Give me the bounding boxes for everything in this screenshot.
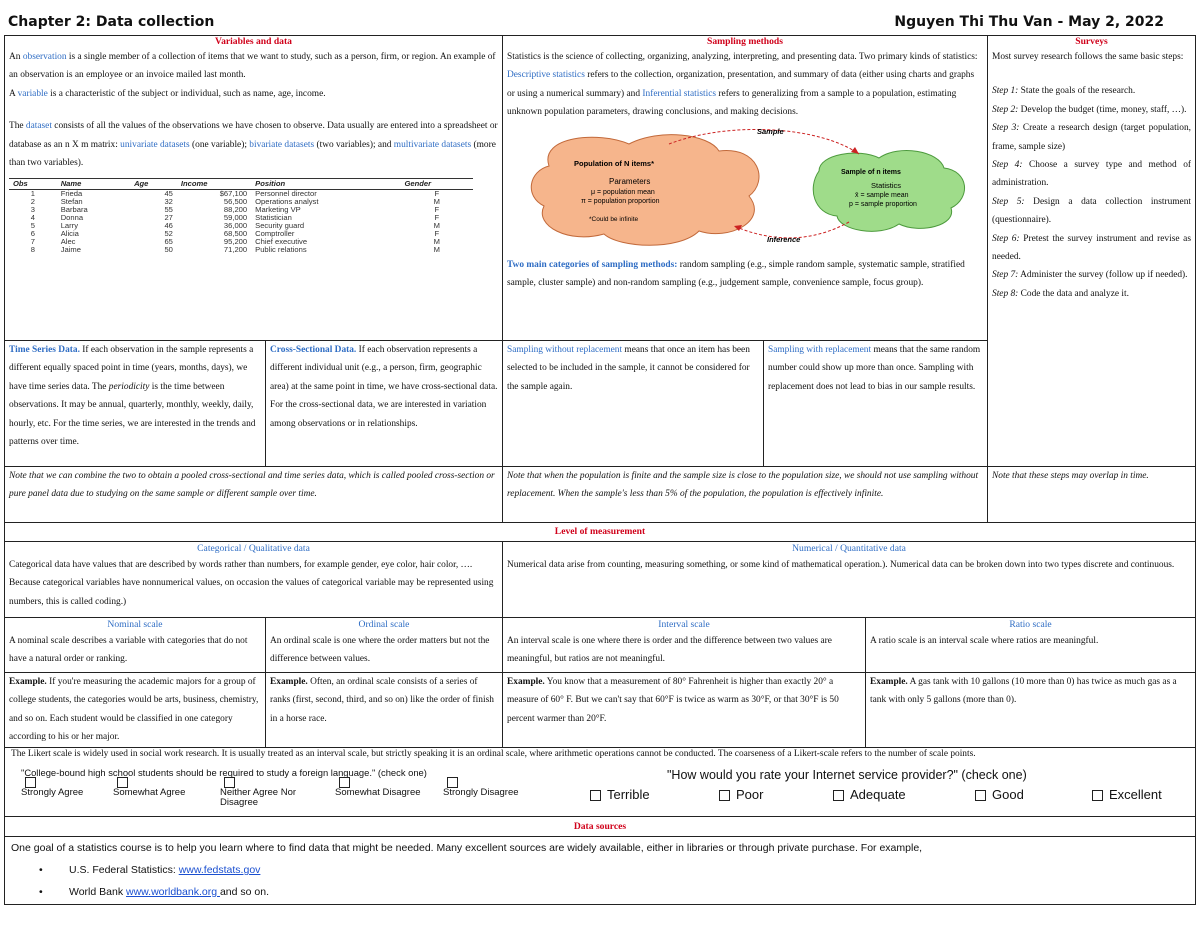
table-cell: 56,500 — [223, 197, 248, 207]
table-cell: 6 — [30, 229, 35, 239]
surveys-heading: Surveys — [1075, 36, 1108, 47]
author-date: Nguyen Thi Thu Van - May 2, 2022 — [894, 14, 1164, 30]
table-cell: 59,000 — [223, 213, 248, 223]
table-cell: M — [433, 237, 440, 247]
likert-question-1: "College-bound high school students should be required to study a foreign language." (check one) — [21, 767, 427, 778]
table-cell: 71,200 — [223, 245, 248, 255]
table-cell: Operations analyst — [255, 197, 319, 207]
sampling-section — [502, 35, 988, 341]
survey-steps — [992, 82, 1191, 303]
page-title: Chapter 2: Data collection — [8, 14, 215, 30]
likert-option-label: Somewhat Disagree — [335, 787, 421, 799]
table-cell: 27 — [164, 213, 173, 223]
table-cell: Barbara — [60, 205, 88, 215]
likert-option[interactable] — [335, 777, 430, 798]
likert-option[interactable] — [220, 777, 315, 808]
ordinal-cell — [265, 617, 503, 673]
likert-section — [4, 747, 1196, 817]
table-cell: Stefan — [60, 197, 83, 207]
table-cell: 36,000 — [223, 221, 248, 231]
table-cell: Chief executive — [255, 237, 308, 247]
column-header: Gender — [401, 179, 473, 190]
survey-step: Step 7: Administer the survey (follow up if needed). — [992, 270, 1188, 281]
without-replacement-cell: Sampling without replacement means that once an item has been selected to be included in the sample, it cannot be considered for the sample again. — [502, 340, 764, 467]
sampling-categories: Two main categories of sampling methods: random sampling (e.g., simple random sample, systematic sample, stratified sample, cluster sample) and non-random sampling (e.g., judgement sample, convenience sample, focus group). — [507, 259, 965, 289]
source-item-worldbank: • World Bank www.worldbank.org and so on. — [39, 886, 270, 898]
source-item-fedstats: • U.S. Federal Statistics: www.fedstats.gov — [39, 864, 261, 876]
ratio-definition: A ratio scale is an interval scale where ratios are meaningful. — [870, 636, 1099, 646]
surveys-intro: Most survey research follows the same basic steps: — [992, 52, 1184, 62]
rating-option-label: Terrible — [607, 787, 650, 802]
checkbox-icon[interactable] — [833, 790, 844, 801]
table-cell: 8 — [30, 245, 35, 255]
table-cell: 46 — [164, 221, 173, 231]
with-replacement-cell: Sampling with replacement means that the same random number could show up more than once. Sampling with replacement does not lead to bias in our sample results. — [763, 340, 988, 467]
table-cell: Donna — [60, 213, 84, 223]
checkbox-icon[interactable] — [1092, 790, 1103, 801]
nominal-example-cell: Example. If you're measuring the academic majors for a group of college students, the categories would be arts, business, chemistry, and so on. Each student would be classified in one category according to his or her major. — [4, 672, 266, 748]
table-cell: 45 — [164, 189, 173, 199]
survey-step: Step 2: Develop the budget (time, money, staff, …). — [992, 104, 1187, 115]
likert-option-label: Strongly Disagree — [443, 787, 519, 799]
data-sources-heading-row — [4, 816, 1196, 837]
numerical-text: Numerical data arise from counting, measuring something, or some kind of mathematical operation.). Numerical data can be broken down into two types discrete and continuous. — [507, 560, 1175, 570]
ratio-example-cell: Example. A gas tank with 10 gallons (10 more than 0) has twice as much gas as a tank with only 5 gallons (more than 0). — [865, 672, 1196, 748]
variable-definition: A variable is a characteristic of the subject or individual, such as name, age, income. — [9, 88, 326, 99]
table-cell: 7 — [30, 237, 35, 247]
table-cell: F — [434, 189, 440, 199]
table-cell: Public relations — [255, 245, 307, 255]
categorical-heading: Categorical / Qualitative data — [197, 543, 310, 554]
ratio-heading: Ratio scale — [1009, 619, 1052, 630]
table-cell: 4 — [30, 213, 35, 223]
rating-option[interactable] — [833, 786, 906, 804]
column-header: Obs — [9, 179, 57, 190]
dataset-definition: The dataset consists of all the values of the observations we have chosen to observe. Data usually are entered into a spreadsheet or database as an n X m matrix: univariate datasets (one variable); bivariate datasets (two variables); and multivariate datasets (more than two variables). — [9, 121, 498, 169]
table-header-row — [9, 179, 473, 190]
interval-example-cell: Example. You know that a measurement of 80° Fahrenheit is higher than exactly 20° a measure of 60° F. But we can't say that 60°F is twice as warm as 30°F, or that 30°F is 50 percent warmer than 20°F. — [502, 672, 866, 748]
rating-option[interactable] — [975, 786, 1024, 804]
cross-sectional-cell: Cross-Sectional Data. If each observation represents a different individual unit (e.g., a person, firm, geographic area) at the same point in time, we have cross-sectional data. For the cross-sectional data, we are interested in variation among observations or in relationships. — [265, 340, 503, 467]
pooled-note: Note that we can combine the two to obtain a pooled cross-sectional and time series data, which is called pooled cross-section or pure panel data due to studying on the same sample or different sample over time. — [4, 466, 503, 523]
ordinal-definition: An ordinal scale is one where the order matters but not the difference between values. — [270, 636, 490, 665]
table-cell: 3 — [30, 205, 35, 215]
table-cell: Statistician — [255, 213, 292, 223]
population-sample-diagram — [519, 126, 985, 256]
statistics-intro: Statistics is the science of collecting, organizing, analyzing, interpreting, and presenting data. Two primary kinds of statistics: Descriptive statistics refers to the collection, organization, presentation, and summary of data (either using charts and graphs or using a numerical summary) and Inferential statistics refers to generalizing from a sample to a population, estimating unknown population parameters, drawing conclusions, and making decisions. — [507, 52, 978, 118]
categorical-cell — [4, 541, 503, 618]
surveys-section — [987, 35, 1196, 467]
likert-option[interactable] — [113, 777, 208, 798]
checkbox-icon[interactable] — [719, 790, 730, 801]
table-cell: 32 — [164, 197, 173, 207]
table-cell: 2 — [30, 197, 35, 207]
nominal-definition: A nominal scale describes a variable with categories that do not have a natural order or ranking. — [9, 636, 248, 665]
sample-label: Sample — [757, 126, 784, 136]
observation-definition: An observation is a single member of a collection of items that we want to study, such as a person, firm, or region. An example of an observation is an employee or an invoice mailed last month. — [9, 52, 496, 81]
data-sources-cell — [4, 836, 1196, 905]
rating-option[interactable] — [1092, 786, 1162, 804]
numerical-cell — [502, 541, 1196, 618]
fedstats-link[interactable]: www.fedstats.gov — [178, 864, 261, 876]
table-cell: 52 — [164, 229, 173, 239]
worldbank-link[interactable]: www.worldbank.org — [126, 886, 220, 898]
table-cell: M — [433, 221, 440, 231]
time-series-term: Time Series Data. — [9, 345, 80, 355]
table-cell: M — [433, 197, 440, 207]
ordinal-heading: Ordinal scale — [358, 619, 410, 630]
population-mean: μ = population mean — [591, 188, 655, 196]
table-cell: Larry — [60, 221, 79, 231]
table-cell: 55 — [164, 205, 173, 215]
table-cell: Comptroller — [255, 229, 295, 239]
without-replacement-term: Sampling without replacement — [507, 345, 623, 355]
ordinal-example-cell: Example. Often, an ordinal scale consists of a series of ranks (first, second, third, and so on) like the order of finish in a horse race. — [265, 672, 503, 748]
page-header — [8, 14, 1194, 34]
measurement-heading-row — [4, 522, 1196, 542]
rating-option-label: Excellent — [1109, 787, 1162, 802]
table-cell: Marketing VP — [255, 205, 301, 215]
likert-option[interactable] — [443, 777, 538, 798]
population-params: Parameters — [609, 176, 651, 186]
sample-mean: x̄ = sample mean — [855, 191, 909, 199]
rating-option[interactable] — [590, 786, 650, 804]
table-cell: 65 — [164, 237, 173, 247]
table-cell: 5 — [30, 221, 35, 231]
rating-option[interactable] — [719, 786, 763, 804]
surveys-note: Note that these steps may overlap in time. — [987, 466, 1196, 523]
sample-title: Sample of n items — [841, 168, 901, 176]
with-replacement-term: Sampling with replacement — [768, 345, 872, 355]
table-cell: 95,200 — [223, 237, 248, 247]
measurement-heading: Level of measurement — [554, 526, 646, 537]
table-cell: F — [434, 205, 440, 215]
population-note: *Could be infinite — [589, 215, 639, 223]
table-cell: 88,200 — [223, 205, 248, 215]
survey-step: Step 8: Code the data and analyze it. — [992, 288, 1129, 299]
sample-stats: Statistics — [871, 180, 902, 190]
numerical-heading: Numerical / Quantitative data — [792, 543, 906, 554]
interval-heading: Interval scale — [658, 619, 710, 630]
table-cell: Frieda — [60, 189, 83, 199]
data-sources-heading: Data sources — [573, 821, 627, 832]
table-cell: F — [434, 213, 440, 223]
data-sources-intro: One goal of a statistics course is to help you learn where to find data that might be needed. Many excellent sources are widely available, either in libraries or through private purchase. For example, — [11, 842, 923, 854]
observations-table — [9, 178, 473, 254]
table-cell: Alicia — [60, 229, 79, 239]
survey-step: Step 4: Choose a survey type and method of administration. — [992, 160, 1192, 189]
interval-cell — [502, 617, 866, 673]
survey-step: Step 5: Design a data collection instrument (questionnaire). — [992, 196, 1191, 226]
table-row — [9, 246, 473, 254]
sampling-heading: Sampling methods — [707, 36, 783, 47]
cross-sectional-term: Cross-Sectional Data. — [270, 345, 357, 355]
inference-label: Inference — [767, 234, 801, 244]
table-cell: Alec — [60, 237, 76, 247]
survey-step: Step 3: Create a research design (target population, frame, sample size) — [992, 123, 1192, 152]
variables-heading: Variables and data — [215, 36, 292, 47]
population-title: Population of N items* — [574, 158, 655, 168]
table-cell: Personnel director — [255, 189, 317, 199]
rating-option-label: Adequate — [850, 787, 906, 802]
survey-step: Step 1: State the goals of the research. — [992, 86, 1136, 97]
table-cell: Jaime — [60, 245, 81, 255]
table-cell: F — [434, 229, 440, 239]
table-cell: $67,100 — [219, 189, 248, 199]
survey-step: Step 6: Pretest the survey instrument and revise as needed. — [992, 233, 1191, 263]
categorical-text: Categorical data have values that are described by words rather than numbers, for example gender, eye color, hair color, …. Because categorical variables have nonnumerical values, on occasion the values of categorical variable may be represented using numbers, this is called coding.) — [9, 560, 494, 607]
checkbox-icon[interactable] — [975, 790, 986, 801]
likert-question-2: "How would you rate your Internet service provider?" (check one) — [667, 768, 1027, 782]
table-cell: 50 — [164, 245, 173, 255]
column-header: Age — [130, 179, 177, 190]
population-proportion: π = population proportion — [581, 197, 660, 205]
table-cell: M — [433, 245, 440, 255]
column-header: Position — [251, 179, 400, 190]
variables-section — [4, 35, 503, 341]
rating-option-label: Good — [992, 787, 1024, 802]
table-cell: 68,500 — [223, 229, 248, 239]
likert-option-label: Somewhat Agree — [113, 787, 186, 799]
nominal-cell — [4, 617, 266, 673]
time-series-cell: Time Series Data. If each observation in the sample represents a different equally spaced point in time (years, months, days), we have time series data. The periodicity is the time between observations. It may be annual, quarterly, monthly, weekly, daily, hourly, etc. For the time series, we are interested in the trends and patterns over time. — [4, 340, 266, 467]
likert-description: The Likert scale is widely used in social work research. It is usually treated as an interval scale, but strictly speaking it is an ordinal scale, where arithmetic operations cannot be conducted. The coarseness of a Likert-scale refers to the number of scale points. — [11, 749, 976, 759]
nominal-heading: Nominal scale — [107, 619, 163, 630]
checkbox-icon[interactable] — [590, 790, 601, 801]
column-header: Name — [57, 179, 130, 190]
sample-proportion: p = sample proportion — [849, 200, 917, 208]
likert-option[interactable] — [21, 777, 116, 798]
likert-option-label: Strongly Agree — [21, 787, 84, 799]
likert-option-label: Neither Agree Nor Disagree — [220, 787, 297, 809]
table-cell: Security guard — [255, 221, 305, 231]
ratio-cell — [865, 617, 1196, 673]
column-header: Income — [177, 179, 251, 190]
table-cell: 1 — [30, 189, 35, 199]
interval-definition: An interval scale is one where there is order and the difference between two values are meaningful, but ratios are not meaningful. — [507, 636, 832, 665]
sampling-note: Note that when the population is finite and the sample size is close to the population size, we should not use sampling without replacement. When the sample's less than 5% of the population, the population is effectively infinite. — [502, 466, 988, 523]
rating-option-label: Poor — [736, 787, 764, 802]
